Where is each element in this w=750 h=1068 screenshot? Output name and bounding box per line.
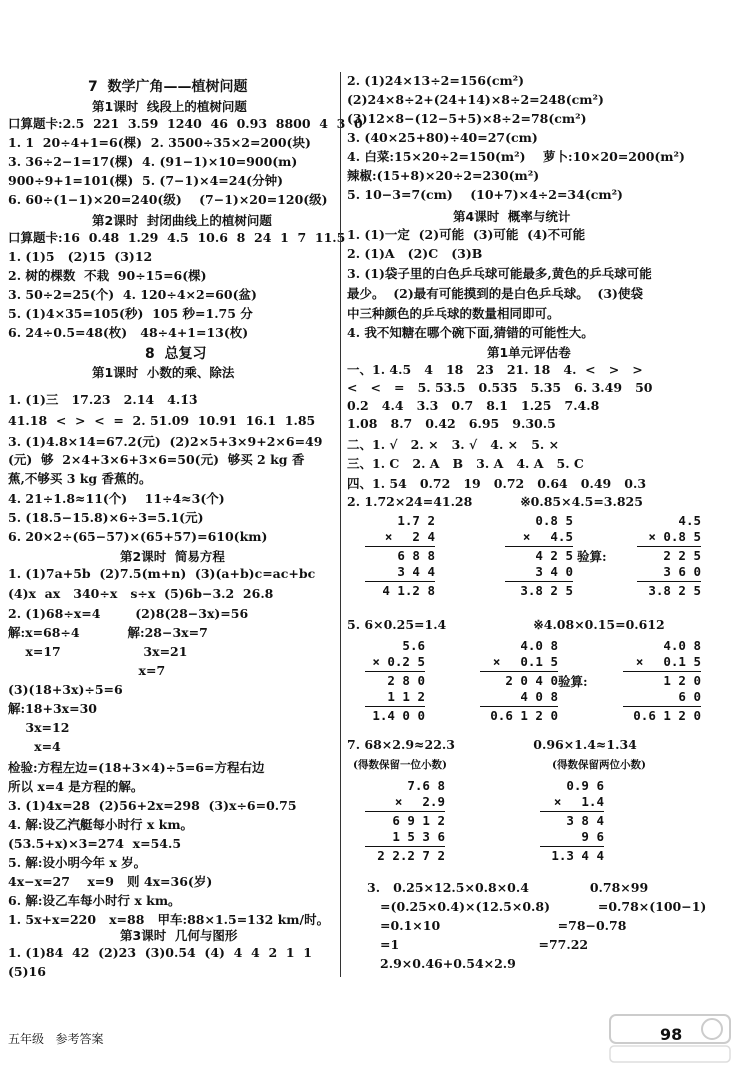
answer-line: 2. (1)A (2)C (3)B [347,246,483,261]
answer-line: 检验:方程左边=(18+3×4)÷5=6=方程右边 [8,760,265,775]
unit-8-title: 8 总复习 [145,346,207,362]
lesson-title: 第1课时 小数的乘、除法 [92,365,235,380]
answer-line: 口算题卡:16 0.48 1.29 4.5 10.6 8 24 1 7 11.5 [8,230,346,245]
answer-line: 所以 x=4 是方程的解。 [8,779,144,794]
vertical-calc: 7.6 8 × 2.9 6 9 1 2 1 5 3 6 2 2.2 7 2 [365,778,445,864]
unit-7-title: 7 数学广角——植树问题 [88,79,248,95]
vertical-calc: 0.9 6 × 1.4 3 8 4 9 6 1.3 4 4 [540,778,604,864]
answer-line: 4. 白菜:15×20÷2=150(m²) 萝卜:10×20=200(m²) [347,149,685,164]
vertical-calc: 1.7 2 × 2 4 6 8 8 3 4 4 4 1.2 8 [365,513,435,599]
answer-line: 最少。 (2)最有可能摸到的是白色乒乓球。 (3)使袋 [347,286,643,301]
lesson-title: 第2课时 封闭曲线上的植树问题 [92,213,272,228]
answer-line: 2.9×0.46+0.54×2.9 [367,956,516,971]
answer-line: 1. 5x+x=220 x=88 甲车:88×1.5=132 km/时。 [8,912,330,927]
lesson-title: 第2课时 简易方程 [120,549,225,564]
answer-line: 辣椒:(15+8)×20÷2=230(m²) [347,168,540,183]
answer-line: 3. 50÷2=25(个) 4. 120÷4×2=60(盆) [8,287,257,302]
answer-line: =0.1×10 =78−0.78 [367,918,627,933]
answer-line: (元) 够 2×4+3×6+3×6=50(元) 够买 2 kg 香 [8,452,305,467]
answer-line: 5. (18.5−15.8)×6÷3=5.1(元) [8,510,204,525]
answer-line: 3. (1)袋子里的白色乒乓球可能最多,黄色的乒乓球可能 [347,266,652,281]
answer-line: 7. 68×2.9≈22.3 0.96×1.4≈1.34 [347,737,637,752]
vertical-calc: 0.8 5 × 4.5 4 2 5 3 4 0 3.8 2 5 [505,513,573,599]
check-label: 验算: [558,674,588,689]
vertical-calc: 4.0 8 × 0.1 5 2 0 4 0 4 0 8 0.6 1 2 0 [480,638,558,724]
answer-line: 5. 6×0.25=1.4 ※4.08×0.15=0.612 [347,617,665,632]
answer-line: (5)16 [8,964,46,979]
answer-line: 4x−x=27 x=9 则 4x=36(岁) [8,874,213,889]
answer-line: 1. (1)7a+5b (2)7.5(m+n) (3)(a+b)c=ac+bc [8,566,316,581]
answer-line: 二、1. √ 2. × 3. √ 4. × 5. × [347,437,560,452]
lesson-title: 第3课时 几何与图形 [120,928,238,943]
answer-line: 1. 1 20÷4+1=6(棵) 2. 3500÷35×2=200(块) [8,135,311,150]
answer-line: 41.18 < > < = 2. 51.09 10.91 16.1 1.85 [8,413,316,428]
watermark-logo [600,1010,745,1065]
answer-line: 3. (1)4x=28 (2)56+2x=298 (3)x÷6=0.75 [8,798,297,813]
answer-line: 3. 0.25×12.5×0.8×0.4 0.78×99 [367,880,649,895]
answer-line: 2. 1.72×24=41.28 ※0.85×4.5=3.825 [347,494,643,509]
answer-line: 3. 36÷2−1=17(棵) 4. (91−1)×10=900(m) [8,154,298,169]
answer-line: 5. 10−3=7(cm) (10+7)×4÷2=34(cm²) [347,187,623,202]
answer-line: 6. 20×2÷(65−57)×(65+57)=610(km) [8,529,268,544]
answer-line: 三、1. C 2. A B 3. A 4. A 5. C [347,456,584,471]
answer-line: (4)x ax 340÷x s÷x (5)6b−3.2 26.8 [8,586,274,601]
answer-line: 3x=12 [8,720,70,735]
answer-line: 蕉,不够买 3 kg 香蕉的。 [8,471,152,486]
answer-line: 2. (1)24×13÷2=156(cm²) [347,73,525,88]
answer-line: 1. (1)一定 (2)可能 (3)可能 (4)不可能 [347,227,586,242]
answer-line: 一、1. 4.5 4 18 23 21. 18 4. < > > [347,362,643,377]
rounding-note: (得数保留一位小数) [353,759,447,771]
answer-line: 4. 解:设乙汽艇每小时行 x km。 [8,817,194,832]
answer-line: 解:x=68÷4 解:28−3x=7 [8,625,208,640]
answer-line: x=4 [8,739,61,754]
answer-line: 4. 21÷1.8≈11(个) 11÷4≈3(个) [8,491,225,506]
answer-line: 1.08 8.7 0.42 6.95 9.30.5 [347,416,556,431]
rounding-note: (得数保留两位小数) [552,759,646,771]
answer-line: 0.2 4.4 3.3 0.7 8.1 1.25 7.4.8 [347,398,600,413]
answer-line: 5. (1)4×35=105(秒) 105 秒=1.75 分 [8,306,253,321]
answer-line: < < = 5. 53.5 0.535 5.35 6. 3.49 50 [347,380,653,395]
answer-line: 6. 解:设乙车每小时行 x km。 [8,893,181,908]
section-title: 第1单元评估卷 [487,345,571,360]
answer-line: 1. (1)三 17.23 2.14 4.1̇3̇ [8,392,198,407]
answer-line: =(0.25×0.4)×(12.5×0.8) =0.78×(100−1) [367,899,707,914]
answer-line: 4. 我不知糖在哪个碗下面,猜错的可能性大。 [347,325,594,340]
answer-line: =1 =77.22 [367,937,589,952]
column-divider [340,72,341,977]
answer-line: 5. 解:设小明今年 x 岁。 [8,855,147,870]
answer-line: (3)12×8−(12−5+5)×8÷2=78(cm²) [347,111,587,126]
page-number: 98 [660,1025,683,1044]
answer-line: 四、1. 54 0.72 19 0.72 0.64 0.49 0.3 [347,476,647,491]
lesson-title: 第4课时 概率与统计 [453,209,571,224]
answer-line: 口算题卡:2.5 221 3.59 1240 46 0.93 8800 4 3 0 [8,116,363,131]
footer-label: 五年级 参考答案 [8,1032,104,1046]
answer-line: 3. (1)4.8×14=67.2(元) (2)2×5+3×9+2×6=49 [8,434,323,449]
answer-line: (2)24×8÷2+(24+14)×8÷2=248(cm²) [347,92,604,107]
vertical-calc: 4.5 × 0.8 5 2 2 5 3 6 0 3.8 2 5 [637,513,701,599]
answer-line: 900÷9+1=101(棵) 5. (7−1)×4=24(分钟) [8,173,284,188]
answer-line: x=7 [8,663,166,678]
answer-line: 2. 树的棵数 不栽 90÷15=6(棵) [8,268,207,283]
vertical-calc: 5.6 × 0.2 5 2 8 0 1 1 2 1.4 0 0 [365,638,425,724]
answer-line: 1. (1)5 (2)15 (3)12 [8,249,153,264]
lesson-title: 第1课时 线段上的植树问题 [92,99,247,114]
answer-line: x=17 3x=21 [8,644,188,659]
answer-line: 2. (1)68÷x=4 (2)8(28−3x)=56 [8,606,249,621]
answer-line: 中三种颜色的乒乓球的数量相同即可。 [347,306,560,321]
vertical-calc: 4.0 8 × 0.1 5 1 2 0 6 0 0.6 1 2 0 [623,638,701,724]
answer-line: 6. 24÷0.5=48(枚) 48÷4+1=13(枚) [8,325,249,340]
answer-line: (53.5+x)×3=274 x=54.5 [8,836,182,851]
answer-line: 3. (40×25+80)÷40=27(cm) [347,130,538,145]
answer-line: 1. (1)84 42 (2)23 (3)0.54 (4) 4 4 2 1 1 [8,945,312,960]
answer-line: (3)(18+3x)÷5=6 [8,682,123,697]
answer-line: 解:18+3x=30 [8,701,98,716]
check-label: 验算: [577,549,607,564]
answer-line: 6. 60÷(1−1)×20=240(级) (7−1)×20=120(级) [8,192,328,207]
